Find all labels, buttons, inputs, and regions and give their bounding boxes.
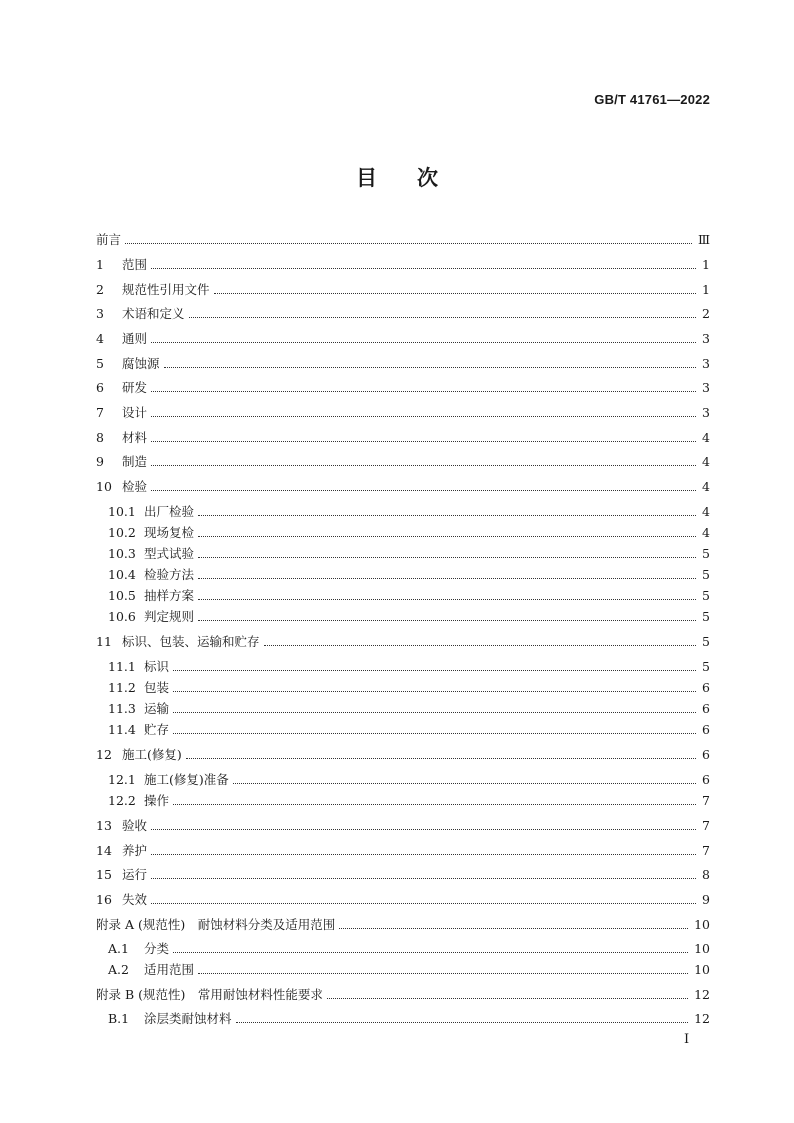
toc-entry-title: 验收 <box>122 818 148 833</box>
toc-entry-title: 通则 <box>122 331 148 346</box>
toc-leader-dots <box>151 465 696 466</box>
toc-leader-dots <box>151 829 696 830</box>
toc-entry[interactable] <box>96 865 710 885</box>
toc-entry[interactable] <box>96 378 710 398</box>
toc-entry-page: 10 <box>694 962 710 977</box>
toc-entry[interactable] <box>108 791 710 811</box>
toc-entry-title: 涂层类耐蚀材料 <box>144 1011 232 1026</box>
toc-entry-number: 6 <box>96 380 104 395</box>
toc-entry-number: 11.3 <box>108 701 136 716</box>
toc-leader-dots <box>198 620 696 621</box>
toc-entry[interactable] <box>96 304 710 324</box>
toc-entry-page: 12 <box>694 1011 710 1026</box>
toc-entry[interactable] <box>96 841 710 861</box>
page-number: I <box>684 1032 690 1047</box>
toc-entry-page: 8 <box>702 867 710 882</box>
toc-entry-page: 7 <box>702 793 710 808</box>
toc-entry-number: 10.2 <box>108 525 136 540</box>
toc-leader-dots <box>151 903 696 904</box>
toc-entry-number: 16 <box>96 892 112 907</box>
toc-entry-page: 4 <box>702 479 710 494</box>
toc-entry-title: 材料 <box>122 430 148 445</box>
toc-entry-page: 7 <box>702 818 710 833</box>
toc-entry-page: 6 <box>702 772 710 787</box>
toc-entry-title: 附录 B (规范性) 常用耐蚀材料性能要求 <box>96 987 323 1002</box>
toc-entry[interactable] <box>96 452 710 472</box>
toc-leader-dots <box>198 536 696 537</box>
toc-leader-dots <box>173 952 688 953</box>
toc-leader-dots <box>151 268 696 269</box>
toc-entry-page: 4 <box>702 504 710 519</box>
toc-leader-dots <box>151 416 696 417</box>
toc-leader-dots <box>186 758 696 759</box>
toc-leader-dots <box>189 317 696 318</box>
toc-entry[interactable] <box>108 502 710 522</box>
toc-leader-dots <box>198 599 696 600</box>
toc-entry[interactable] <box>108 699 710 719</box>
toc-entry-title: 判定规则 <box>144 609 195 624</box>
toc-entry-title: 施工(修复)准备 <box>144 772 229 787</box>
toc-entry[interactable] <box>108 770 710 790</box>
toc-entry-page: 5 <box>702 634 710 649</box>
toc-entry[interactable] <box>96 255 710 275</box>
toc-entry-title: 检验 <box>122 479 148 494</box>
toc-entry-title: 养护 <box>122 843 148 858</box>
toc-leader-dots <box>173 733 696 734</box>
toc-entry-page: 3 <box>702 356 710 371</box>
toc-entry-page: 12 <box>694 987 710 1002</box>
toc-entry-title: 制造 <box>122 454 148 469</box>
toc-leader-dots <box>151 854 696 855</box>
toc-entry-number: 3 <box>96 306 104 321</box>
toc-entry[interactable] <box>96 985 710 1005</box>
toc-entry-title: 规范性引用文件 <box>122 282 210 297</box>
toc-entry-title: 运行 <box>122 867 148 882</box>
title-char-2: 次 <box>417 166 438 190</box>
toc-entry-page: 5 <box>702 588 710 603</box>
toc-entry-number: 12.1 <box>108 772 136 787</box>
toc-leader-dots <box>151 342 696 343</box>
toc-entry-number: 7 <box>96 405 104 420</box>
toc-entry[interactable] <box>96 280 710 300</box>
toc-entry-title: 标识、包装、运输和贮存 <box>122 634 260 649</box>
toc-entry-number: 11.1 <box>108 659 136 674</box>
toc-entry-title: 分类 <box>144 941 170 956</box>
toc-entry-page: 5 <box>702 546 710 561</box>
toc-entry[interactable] <box>108 657 710 677</box>
toc-entry-page: 2 <box>702 306 710 321</box>
toc-entry-page: 10 <box>694 917 710 932</box>
toc-entry-page: 7 <box>702 843 710 858</box>
page-title <box>0 162 794 192</box>
toc-leader-dots <box>173 804 696 805</box>
toc-leader-dots <box>198 515 696 516</box>
toc-entry[interactable] <box>96 890 710 910</box>
toc-entry-number: 12.2 <box>108 793 136 808</box>
toc-entry-number: B.1 <box>108 1011 130 1026</box>
toc-leader-dots <box>164 367 696 368</box>
toc-entry-number: 11.2 <box>108 680 136 695</box>
toc-entry[interactable] <box>96 329 710 349</box>
toc-entry-title: 包装 <box>144 680 170 695</box>
toc-leader-dots <box>151 878 696 879</box>
toc-entry-page: 5 <box>702 567 710 582</box>
toc-entry[interactable] <box>108 586 710 606</box>
standard-code: GB/T 41761—2022 <box>594 92 710 107</box>
toc-entry-title: 标识 <box>144 659 170 674</box>
toc-leader-dots <box>173 670 696 671</box>
toc-entry-title: 施工(修复) <box>122 747 182 762</box>
toc-leader-dots <box>151 391 696 392</box>
toc-entry-number: 10.3 <box>108 546 136 561</box>
toc-entry[interactable] <box>96 403 710 423</box>
toc-entry[interactable] <box>108 565 710 585</box>
toc-entry-title: 设计 <box>122 405 148 420</box>
toc-entry-page: 6 <box>702 747 710 762</box>
toc-entry-page: 10 <box>694 941 710 956</box>
toc-leader-dots <box>198 973 688 974</box>
toc-entry-page: 6 <box>702 701 710 716</box>
toc-entry-title: 抽样方案 <box>144 588 195 603</box>
toc-entry[interactable] <box>96 816 710 836</box>
toc-entry-title: 范围 <box>122 257 148 272</box>
toc-leader-dots <box>173 712 696 713</box>
toc-entry-title: 操作 <box>144 793 170 808</box>
toc-entry[interactable] <box>96 354 710 374</box>
toc-entry-number: 2 <box>96 282 104 297</box>
toc-leader-dots <box>151 490 696 491</box>
toc-entry-number: 9 <box>96 454 104 469</box>
toc-entry-number: 8 <box>96 430 104 445</box>
toc-entry-page: 4 <box>702 430 710 445</box>
toc-entry-title: 型式试验 <box>144 546 195 561</box>
toc-entry[interactable] <box>96 428 710 448</box>
toc-entry-number: 10 <box>96 479 112 494</box>
toc-entry-page: Ⅲ <box>697 232 710 247</box>
toc-leader-dots <box>264 645 696 646</box>
toc-entry-page: 3 <box>702 380 710 395</box>
toc-entry-page: 4 <box>702 454 710 469</box>
toc-entry[interactable] <box>96 230 710 250</box>
toc-entry[interactable] <box>108 1009 710 1029</box>
toc-entry[interactable] <box>96 477 710 497</box>
toc-entry-page: 6 <box>702 680 710 695</box>
toc-entry-number: 11 <box>96 634 112 649</box>
toc-entry-number: 1 <box>96 257 104 272</box>
toc-entry-number: A.2 <box>108 962 129 977</box>
toc-entry-title: 运输 <box>144 701 170 716</box>
toc-leader-dots <box>198 578 696 579</box>
toc-entry[interactable] <box>108 523 710 543</box>
toc-leader-dots <box>125 243 692 244</box>
toc-entry-page: 3 <box>702 331 710 346</box>
toc-entry-page: 4 <box>702 525 710 540</box>
toc-entry-number: 10.1 <box>108 504 136 519</box>
toc-leader-dots <box>151 441 696 442</box>
toc-entry[interactable] <box>108 544 710 564</box>
toc-entry-page: 1 <box>702 257 710 272</box>
toc-entry-title: 术语和定义 <box>122 306 185 321</box>
toc-entry-title: 现场复检 <box>144 525 195 540</box>
toc-entry-number: 10.4 <box>108 567 136 582</box>
toc-entry[interactable] <box>108 960 710 980</box>
toc-entry-title: 失效 <box>122 892 148 907</box>
toc-entry-number: 14 <box>96 843 112 858</box>
toc-entry-number: 10.6 <box>108 609 136 624</box>
toc-entry-number: 15 <box>96 867 112 882</box>
toc-entry[interactable] <box>108 678 710 698</box>
toc-entry-page: 6 <box>702 722 710 737</box>
toc-leader-dots <box>198 557 696 558</box>
toc-entry[interactable] <box>108 720 710 740</box>
toc-entry-title: 前言 <box>96 232 122 247</box>
toc-entry-number: A.1 <box>108 941 129 956</box>
toc-entry-title: 研发 <box>122 380 148 395</box>
toc-leader-dots <box>339 928 688 929</box>
toc-entry-number: 4 <box>96 331 104 346</box>
title-char-1: 目 <box>356 166 377 190</box>
toc-leader-dots <box>327 998 688 999</box>
toc-entry-page: 5 <box>702 609 710 624</box>
toc-entry-title: 检验方法 <box>144 567 195 582</box>
toc-entry-page: 1 <box>702 282 710 297</box>
toc-leader-dots <box>173 691 696 692</box>
toc-entry-page: 9 <box>702 892 710 907</box>
toc-entry-page: 3 <box>702 405 710 420</box>
toc-entry[interactable] <box>96 745 710 765</box>
toc-entry-number: 10.5 <box>108 588 136 603</box>
toc-entry-title: 附录 A (规范性) 耐蚀材料分类及适用范围 <box>96 917 336 932</box>
toc-entry[interactable] <box>96 915 710 935</box>
toc-entry-number: 12 <box>96 747 112 762</box>
toc-leader-dots <box>233 783 696 784</box>
toc-entry-title: 腐蚀源 <box>122 356 160 371</box>
toc-entry-number: 13 <box>96 818 112 833</box>
toc-entry-number: 5 <box>96 356 104 371</box>
toc-entry-title: 出厂检验 <box>144 504 195 519</box>
toc-entry-page: 5 <box>702 659 710 674</box>
toc-leader-dots <box>214 293 696 294</box>
toc-entry-title: 贮存 <box>144 722 170 737</box>
toc-entry-number: 11.4 <box>108 722 136 737</box>
toc-entry[interactable] <box>108 939 710 959</box>
toc-entry-title: 适用范围 <box>144 962 195 977</box>
toc-entry[interactable] <box>96 632 710 652</box>
toc-leader-dots <box>236 1022 689 1023</box>
toc-entry[interactable] <box>108 607 710 627</box>
